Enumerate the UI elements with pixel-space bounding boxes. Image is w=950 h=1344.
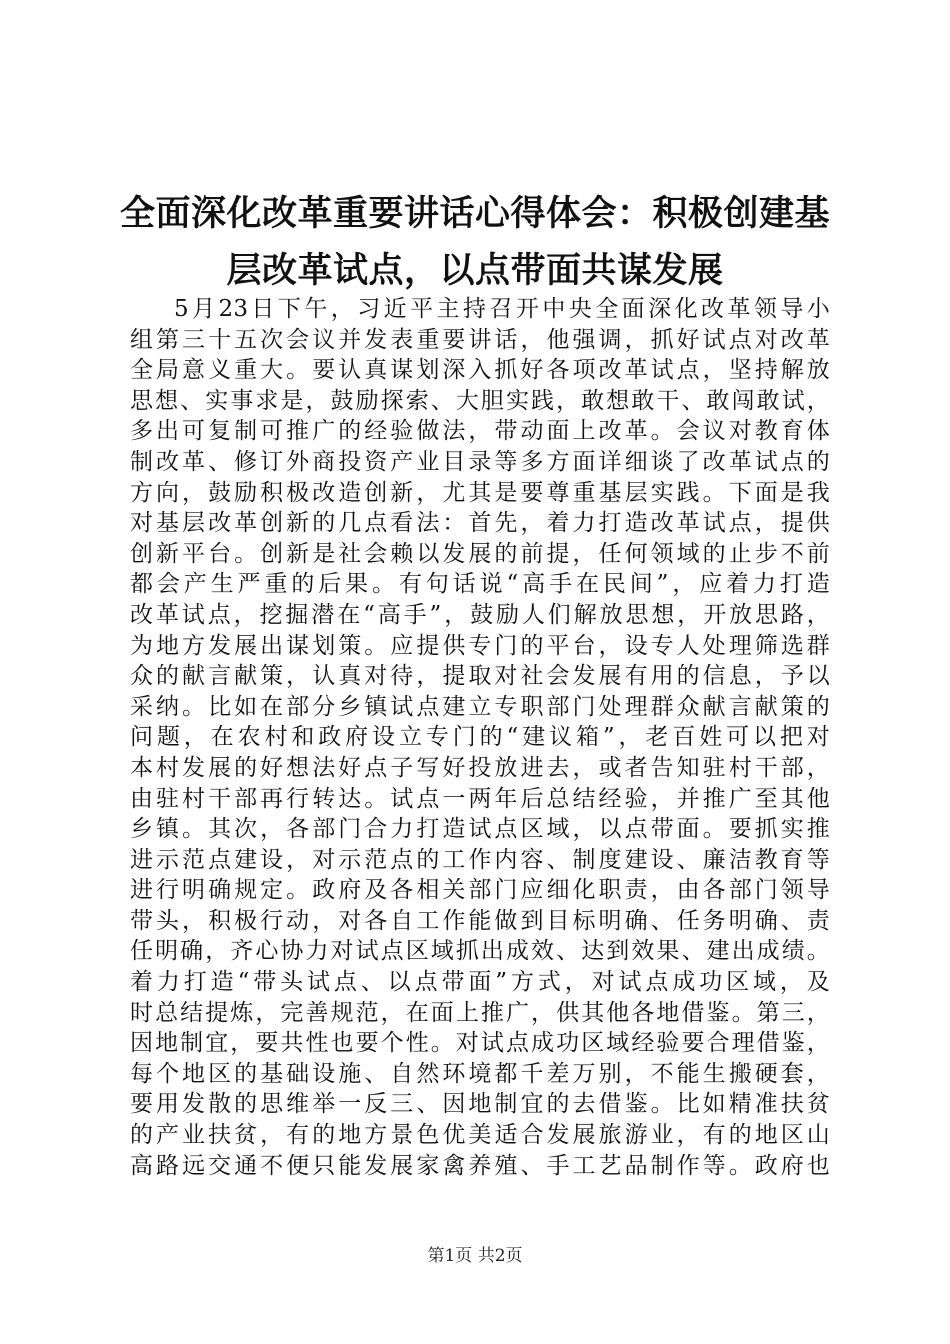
body-line: 组第三十五次会议并发表重要讲话，他强调，抓好试点对改革	[130, 326, 830, 353]
body-line: 的产业扶贫，有的地方景色优美适合发展旅游业，有的地区山	[130, 1122, 830, 1149]
body-line: 5月23日下午，习近平主持召开中央全面深化改革领导小	[174, 296, 830, 322]
document-body	[130, 294, 830, 1181]
body-line: 乡镇。其次，各部门合力打造试点区域，以点带面。要抓实推	[130, 816, 830, 843]
body-line: 创新平台。创新是社会赖以发展的前提，任何领域的止步不前	[130, 540, 830, 567]
body-line: 全局意义重大。要认真谋划深入抓好各项改革试点，坚持解放	[130, 357, 830, 384]
body-line: 本村发展的好想法好点子写好投放进去，或者告知驻村干部，	[130, 754, 830, 781]
body-line: 问题，在农村和政府设立专门的“建议箱”，老百姓可以把对	[130, 724, 830, 751]
body-line: 要用发散的思维举一反三、因地制宜的去借鉴。比如精准扶贫	[130, 1091, 830, 1118]
document-title	[120, 186, 830, 300]
body-line: 制改革、修订外商投资产业目录等多方面详细谈了改革试点的	[130, 448, 830, 475]
body-line: 任明确，齐心协力对试点区域抓出成效、达到效果、建出成绩。	[130, 938, 830, 965]
body-line: 由驻村干部再行转达。试点一两年后总结经验，并推广至其他	[130, 785, 830, 812]
body-line: 采纳。比如在部分乡镇试点建立专职部门处理群众献言献策的	[130, 693, 830, 720]
body-line: 进行明确规定。政府及各相关部门应细化职责，由各部门领导	[130, 877, 830, 904]
page-footer: 第1页 共2页	[427, 1246, 523, 1266]
body-line: 方向，鼓励积极改造创新，尤其是要尊重基层实践。下面是我	[130, 479, 830, 506]
body-line: 每个地区的基础设施、自然环境都千差万别，不能生搬硬套，	[130, 1060, 830, 1087]
body-line: 进示范点建设，对示范点的工作内容、制度建设、廉洁教育等	[130, 846, 830, 873]
title-line-1: 全面深化改革重要讲话心得体会：积极创建基	[120, 194, 831, 234]
body-line: 对基层改革创新的几点看法：首先，着力打造改革试点，提供	[130, 510, 830, 537]
body-line: 为地方发展出谋划策。应提供专门的平台，设专人处理筛选群	[130, 632, 830, 659]
title-line-2: 层改革试点，以点带面共谋发展	[226, 251, 724, 291]
body-line: 因地制宜，要共性也要个性。对试点成功区域经验要合理借鉴，	[130, 1030, 830, 1057]
body-line: 都会产生严重的后果。有句话说“高手在民间”，应着力打造	[130, 571, 830, 598]
body-line: 高路远交通不便只能发展家禽养殖、手工艺品制作等。政府也	[130, 1152, 830, 1179]
body-line: 多出可复制可推广的经验做法，带动面上改革。会议对教育体	[130, 418, 830, 445]
body-line: 思想、实事求是，鼓励探索、大胆实践，敢想敢干、敢闯敢试，	[130, 387, 830, 414]
body-line: 时总结提炼，完善规范，在面上推广，供其他各地借鉴。第三，	[130, 999, 830, 1026]
body-line: 着力打造“带头试点、以点带面”方式，对试点成功区域，及	[130, 969, 830, 996]
body-line: 众的献言献策，认真对待，提取对社会发展有用的信息，予以	[130, 663, 830, 690]
body-line: 改革试点，挖掘潜在“高手”，鼓励人们解放思想，开放思路，	[130, 601, 830, 628]
body-line: 带头，积极行动，对各自工作能做到目标明确、任务明确、责	[130, 907, 830, 934]
